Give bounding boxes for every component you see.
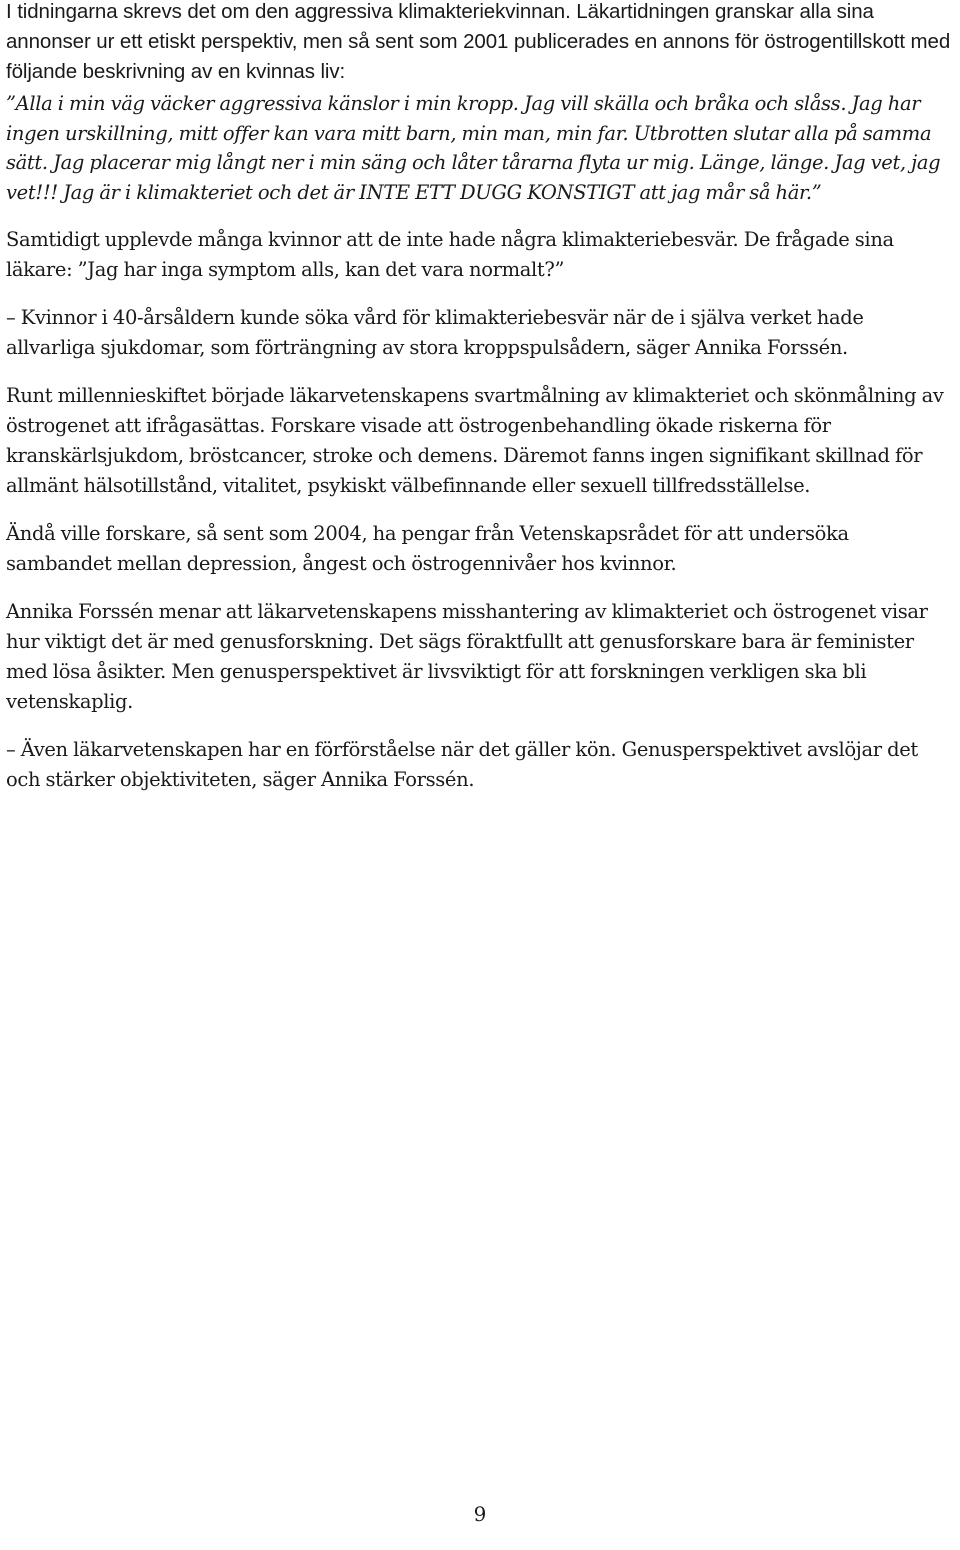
body-paragraph-gender-research: Annika Forssén menar att läkarvetenskapens misshantering av klimakteriet och östrogenet visar hur viktigt det är med genusforskning. Det sägs föraktfullt att genusforskare bara är feminister med lösa åsikter. Men genusperspektivet är livsviktigt för att forskningen verkligen ska bli vetenskaplig.: [6, 600, 928, 713]
body-paragraph-symptoms: Samtidigt upplevde många kvinnor att de inte hade några klimakteriebesvär. De frågade sina läkare: ”Jag har inga symptom alls, kan det vara normalt?”: [6, 228, 894, 281]
advertisement-quote: ”Alla i min väg väcker aggressiva känslor i min kropp. Jag vill skälla och bråka och slåss. Jag har ingen urskillning, mitt offer kan vara mitt barn, min man, min far. Utbrotten slutar alla på samma sätt. Jag placerar mig långt ner i min säng och låter tårarna flyta ur mig. Länge, länge. Jag vet, jag vet!!! Jag är i klimakteriet och det är INTE ETT DUGG KONSTIGT att jag mår så här.”: [6, 92, 941, 204]
body-paragraph-closing-quote: – Även läkarvetenskapen har en förförståelse när det gäller kön. Genusperspektivet avslöjar det och stärker objektiviteten, säger Annika Forssén.: [6, 738, 918, 791]
body-paragraph-research-funding: Ändå ville forskare, så sent som 2004, ha pengar från Vetenskapsrådet för att undersöka sambandet mellan depression, ångest och östrogennivåer hos kvinnor.: [6, 522, 849, 575]
body-paragraph-millennium: Runt millennieskiftet började läkarvetenskapens svartmålning av klimakteriet och skönmålning av östrogenet att ifrågasättas. Forskare visade att östrogenbehandling ökade riskerna för kranskärlsjukdom, bröstcancer, stroke och demens. Däremot fanns ingen signifikant skillnad för allmänt hälsotillstånd, vitalitet, psykiskt välbefinnande eller sexuell tillfredsställelse.: [6, 384, 944, 497]
intro-paragraph: I tidningarna skrevs det om den aggressiva klimakteriekvinnan. Läkartidningen granskar alla sina annonser ur ett etiskt perspektiv, men så sent som 2001 publicerades en annons för östrogentillskott med följande beskrivning av en kvinnas liv:: [6, 0, 951, 83]
page-number: 9: [473, 1502, 487, 1526]
body-paragraph-quote-forssen: – Kvinnor i 40-årsåldern kunde söka vård för klimakteriebesvär när de i själva verket hade allvarliga sjukdomar, som förträngning av stora kroppspulsådern, säger Annika Forssén.: [6, 306, 864, 359]
